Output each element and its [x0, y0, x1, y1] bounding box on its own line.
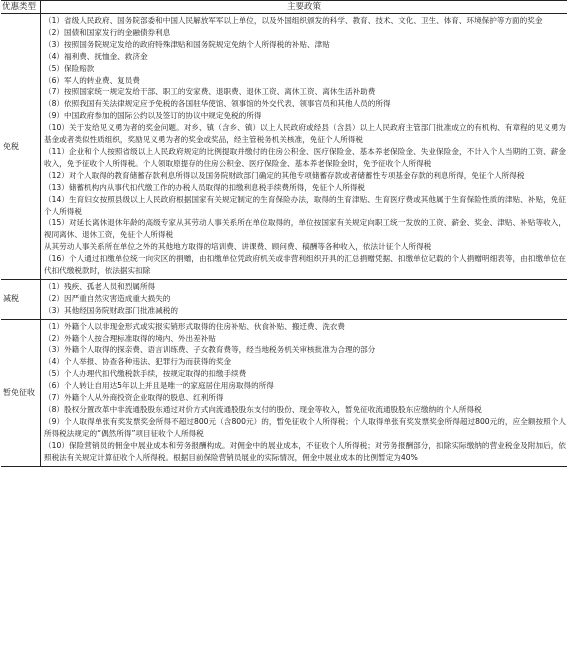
items-cell-reduction	[41, 279, 568, 319]
policy-item: （2）国债和国家发行的金融债券利息	[44, 27, 171, 37]
policy-item: （2）因严重自然灾害造成重大损失的	[44, 293, 171, 303]
policy-item: （8）依照我国有关法律规定应予免税的各国驻华使馆、领事馆的外交代表、领事官员和其他人员的所得	[44, 99, 391, 109]
group-row-exemption	[1, 14, 567, 280]
policy-item: （4）福利费、抚恤金、救济金	[44, 51, 148, 61]
policy-item: （6）军人的转业费、复员费	[44, 75, 140, 85]
group-row-temporary-exemption	[1, 319, 567, 466]
policy-item: （4）个人举报、协查各种违法、犯罪行为而获得的奖金	[44, 357, 232, 367]
policy-item: （1）外籍个人以非现金形式或实报实销形式取得的住房补贴、伙食补贴、搬迁费、洗衣费	[44, 321, 345, 331]
policy-item: （5）个人办理代扣代缴税款手续，按规定取得的扣缴手续费	[44, 369, 247, 379]
policy-item: （2）外籍个人按合理标准取得的境内、外出差补贴	[44, 333, 216, 343]
policy-item: （12）对个人取得的教育储蓄存款利息所得以及国务院财政部门确定的其他专项储蓄存款或者储蓄性专项基金存款的利息所得，免征个人所得税	[44, 170, 525, 180]
group-row-reduction	[1, 279, 567, 319]
policy-item: （1）残疾、孤老人员和烈属所得	[44, 281, 156, 291]
header-main-policy: 主要政策	[41, 1, 568, 14]
policy-item: （15）对延长离休退休年龄的高级专家从其劳动人事关系所在单位取得的，单位按国家有关规定向职工统一发放的工资、薪金、奖金、津贴、补贴等收入，视同离休、退休工资，免征个人所得税	[44, 218, 566, 240]
page	[1, 0, 567, 660]
policy-item: （14）生育妇女按照县级以上人民政府根据国家有关规定制定的生育保险办法，取得的生育津贴、生育医疗费或其他属于生育保险性质的津贴、补贴，免征个人所得税	[44, 194, 566, 216]
policy-item: （13）储蓄机构内从事代扣代缴工作的办税人员取得的扣缴利息税手续费所得，免征个人所得税	[44, 182, 366, 192]
policy-item: （5）保险赔款	[44, 63, 95, 73]
policy-item: （1）省级人民政府、国务院部委和中国人民解放军军以上单位，以及外国组织颁发的科学、教育、技术、文化、卫生、体育、环境保护等方面的奖金	[44, 16, 543, 25]
policy-item: （9）中国政府参加的国际公约以及签订的协议中规定免税的所得	[44, 111, 262, 121]
tax-preference-table	[1, 0, 567, 467]
policy-item: （11）企业和个人按照省级以上人民政府规定的比例提取并缴付的住房公积金、医疗保险金、基本养老保险金、失业保险金，不计入个人当期的工资、薪金收入，免予征收个人所得税。个人领取原提存的住房公积金、医疗保险金、基本养老保险金时，免予征收个人所得税	[44, 146, 566, 168]
policy-item: （16）个人通过扣缴单位统一向灾区的捐赠，由扣缴单位凭政府机关或非营利组织开具的汇总捐赠凭据、扣缴单位记载的个人捐赠明细表等，由扣缴单位在代扣代缴税款时，依法据实扣除	[44, 254, 566, 276]
type-cell-temporary-exemption: 暂免征收	[1, 319, 41, 466]
header-preference-type: 优惠类型	[1, 1, 41, 14]
type-cell-exemption: 免税	[1, 14, 41, 280]
policy-item: （10）保险营销员的佣金中展业成本和劳务报酬构成。对佣金中的展业成本，不征收个人所得税；对劳务报酬部分，扣除实际缴纳的营业税金及附加后，依照税法有关规定计算征收个人所得税。根据目前保险营销员展业的实际情况，佣金中展业成本的比例暂定为40%	[44, 440, 566, 462]
items-cell-exemption	[41, 14, 568, 280]
type-cell-reduction: 减税	[1, 279, 41, 319]
table-header-row	[1, 1, 567, 14]
policy-item: （3）其他经国务院财政部门批准减税的	[44, 305, 178, 315]
items-cell-temporary-exemption	[41, 319, 568, 466]
policy-item: （3）外籍个人取得的探亲费、语言训练费、子女教育费等，经当地税务机关审核批准为合理的部分	[44, 345, 376, 355]
policy-item: 从其劳动人事关系所在单位之外的其他地方取得的培训费、讲课费、顾问费、稿酬等各种收入，依法计征个人所得税	[44, 242, 432, 252]
policy-item: （7）外籍个人从外商投资企业取得的股息、红利所得	[44, 393, 224, 403]
policy-item: （10）关于发给见义勇为者的奖金问题。对乡、镇（含乡、镇）以上人民政府或经县（含县）以上人民政府主管部门批准成立的有机构、有章程的见义勇为基金或者类似性质组织，奖励见义勇为者的奖金或奖品，经主管税务机关核准，免征个人所得税	[44, 123, 566, 145]
policy-item: （9）个人取得单张有奖发票奖金所得不超过800元（含800元）的，暂免征收个人所得税；个人取得单张有奖发票奖金所得超过800元的，应全额按照个人所得税法规定的“偶然所得”项目征收个人所得税	[44, 416, 566, 438]
policy-item: （7）按照国家统一规定发给干部、职工的安家费、退职费、退休工资、离休工资、离休生活补助费	[44, 87, 376, 97]
policy-item: （6）个人转让自用达5年以上并且是唯一的家庭居住用房取得的所得	[44, 381, 274, 391]
policy-item: （3）按照国务院规定发给的政府特殊津贴和国务院规定免纳个人所得税的补贴、津贴	[44, 39, 330, 49]
policy-item: （8）股权分置改革中非流通股股东通过对价方式向流通股股东支付的股份、现金等收入，暂免征收流通股股东应缴纳的个人所得税	[44, 405, 482, 414]
